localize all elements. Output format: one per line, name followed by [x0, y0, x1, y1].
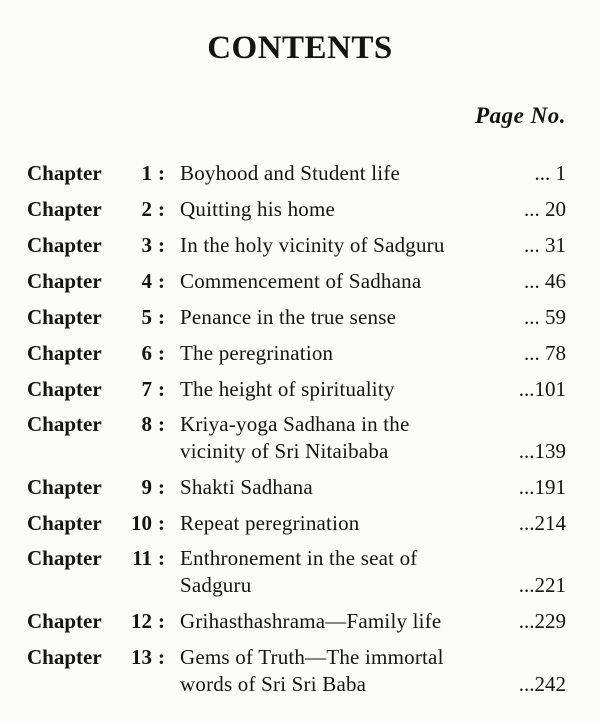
- chapter-label: Chapter: [27, 269, 102, 293]
- chapter-title: Quitting his home: [180, 197, 336, 221]
- chapter-number: 1: [141, 161, 152, 185]
- chapter-page-number: ...214: [518, 511, 566, 535]
- chapter-page-number: ...242: [518, 672, 566, 696]
- chapter-page-number: ...221: [518, 573, 566, 597]
- chapter-number: 13: [131, 645, 152, 669]
- chapter-number: 9: [141, 475, 152, 499]
- chapter-page-number: ... 59: [524, 305, 566, 329]
- chapter-separator: :: [158, 609, 165, 633]
- chapter-number: 8: [141, 412, 152, 436]
- page-title: CONTENTS: [207, 30, 393, 66]
- chapter-title: The peregrination: [180, 341, 334, 365]
- chapter-page-number: ...101: [518, 377, 566, 401]
- chapter-label: Chapter: [27, 377, 102, 401]
- chapter-title: Gems of Truth—The immortal words of Sri Sri Baba: [180, 645, 444, 696]
- chapter-number: 3: [141, 233, 152, 257]
- chapter-number: 6: [141, 341, 152, 365]
- chapter-number: 10: [131, 511, 152, 535]
- chapter-separator: :: [158, 511, 165, 535]
- chapter-number: 5: [141, 305, 152, 329]
- chapter-label: Chapter: [27, 412, 102, 436]
- chapter-number: 2: [141, 197, 152, 221]
- chapter-label: Chapter: [27, 546, 102, 570]
- chapter-title: Grihasthashrama—Family life: [180, 609, 442, 633]
- chapter-separator: :: [158, 546, 165, 570]
- chapter-separator: :: [158, 305, 165, 329]
- chapter-separator: :: [158, 269, 165, 293]
- chapter-page-number: ...229: [518, 609, 566, 633]
- chapter-title: The height of spirituality: [180, 377, 395, 401]
- chapter-title: Repeat peregrination: [180, 511, 360, 535]
- chapter-separator: :: [158, 197, 165, 221]
- chapter-label: Chapter: [27, 341, 102, 365]
- chapter-page-number: ... 1: [534, 161, 566, 185]
- chapter-page-number: ... 46: [524, 269, 566, 293]
- chapter-separator: :: [158, 475, 165, 499]
- chapter-separator: :: [158, 412, 165, 436]
- chapter-title: Kriya-yoga Sadhana in the vicinity of Sri Nitaibaba: [180, 412, 410, 463]
- chapter-number: 7: [141, 377, 152, 401]
- chapter-title: Shakti Sadhana: [180, 475, 313, 499]
- chapter-title: Penance in the true sense: [180, 305, 397, 329]
- chapter-title: Boyhood and Student life: [180, 161, 401, 185]
- chapter-separator: :: [158, 341, 165, 365]
- chapter-label: Chapter: [27, 475, 102, 499]
- chapter-label: Chapter: [27, 233, 102, 257]
- chapter-label: Chapter: [27, 161, 102, 185]
- chapter-page-number: ...191: [518, 475, 566, 499]
- chapter-number: 11: [132, 546, 152, 570]
- chapter-number: 4: [141, 269, 152, 293]
- chapter-page-number: ... 20: [524, 197, 566, 221]
- chapter-separator: :: [158, 161, 165, 185]
- chapter-label: Chapter: [27, 511, 102, 535]
- chapter-separator: :: [158, 377, 165, 401]
- chapter-label: Chapter: [27, 609, 102, 633]
- chapter-label: Chapter: [27, 645, 102, 669]
- chapter-page-number: ... 31: [524, 233, 566, 257]
- chapter-title: Enthronement in the seat of Sadguru: [180, 546, 418, 597]
- chapter-title: Commencement of Sadhana: [180, 269, 422, 293]
- chapter-separator: :: [158, 645, 165, 669]
- chapter-label: Chapter: [27, 305, 102, 329]
- chapter-label: Chapter: [27, 197, 102, 221]
- chapter-page-number: ...139: [518, 439, 566, 463]
- chapter-title: In the holy vicinity of Sadguru: [180, 233, 445, 257]
- chapter-page-number: ... 78: [524, 341, 566, 365]
- chapter-separator: :: [158, 233, 165, 257]
- chapter-number: 12: [131, 609, 152, 633]
- page-number-column-header: Page No.: [475, 103, 566, 128]
